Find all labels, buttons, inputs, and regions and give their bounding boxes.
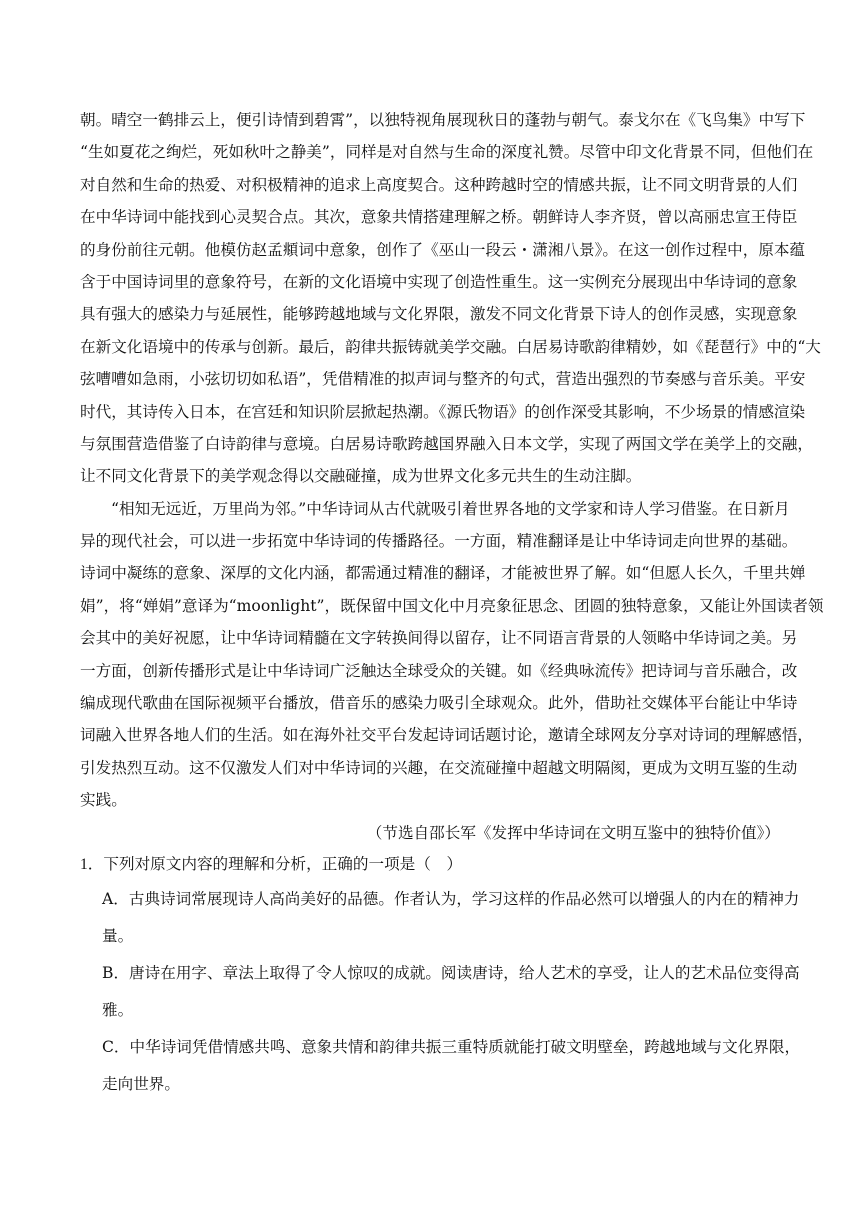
text-line: 诗词中凝练的意象、深厚的文化内涵，都需通过精准的翻译，才能被世界了解。如“但愿人长久，千里共婵 xyxy=(80,564,806,583)
text-line: 娟”，将“婵娟”意译为“moonlight”，既保留中国文化中月亮象征思念、团圆的独特意象，又能让外国读者领 xyxy=(80,596,824,615)
text-line: 的身份前往元朝。他模仿赵孟頫词中意象，创作了《巫山一段云・潇湘八景》。在这一创作过程中，原本蕴 xyxy=(80,240,806,259)
option-line: 走向世界。 xyxy=(102,1075,180,1094)
option-b xyxy=(80,955,800,1029)
text-line: 朝。晴空一鹤排云上，便引诗情到碧霄”，以独特视角展现秋日的蓬勃与朝气。泰戈尔在《飞鸟集》中写下 xyxy=(80,111,806,129)
text-line: “生如夏花之绚烂，死如秋叶之静美”，同样是对自然与生命的深度礼赞。尽管中印文化背景不同，但他们在 xyxy=(80,143,814,162)
option-a xyxy=(80,881,800,955)
question-stem: 1．下列对原文内容的理解和分析，正确的一项是（ ） xyxy=(80,855,463,873)
option-c xyxy=(80,1029,801,1103)
text-line: 编成现代歌曲在国际视频平台播放，借音乐的感染力吸引全球观众。此外，借助社交媒体平台能让中华诗 xyxy=(80,694,798,713)
text-line: 与氛围营造借鉴了白诗韵律与意境。白居易诗歌跨越国界融入日本文学，实现了两国文学在美学上的交融， xyxy=(80,434,813,453)
question-1 xyxy=(80,849,801,1103)
article-paragraph-1 xyxy=(80,104,821,493)
option-line: A．古典诗词常展现诗人高尚美好的品德。作者认为，学习这样的作品必然可以增强人的内在的精神力 xyxy=(102,890,800,909)
text-line: 具有强大的感染力与延展性，能够跨越地域与文化界限，激发不同文化背景下诗人的创作灵感，实现意象 xyxy=(80,305,798,324)
text-line: 在中华诗词中能找到心灵契合点。其次，意象共情搭建理解之桥。朝鲜诗人李齐贤，曾以高丽忠宣王侍臣 xyxy=(80,208,798,227)
text-line: 在新文化语境中的传承与创新。最后，韵律共振铸就美学交融。白居易诗歌韵律精妙，如《琵琶行》中的“大 xyxy=(80,337,821,356)
text-line: 一方面，创新传播形式是让中华诗词广泛触达全球受众的关键。如《经典咏流传》把诗词与音乐融合，改 xyxy=(80,661,798,680)
text-line: “相知无远近，万里尚为邻。”中华诗词从古代就吸引着世界各地的文学家和诗人学习借鉴。在日新月 xyxy=(111,499,790,518)
source-citation: （节选自邵长军《发挥中华诗词在文明互鉴中的独特价值》） xyxy=(366,823,780,842)
document-page xyxy=(80,104,824,1103)
text-line: 实践。 xyxy=(80,791,127,810)
option-line: B．唐诗在用字、章法上取得了令人惊叹的成就。阅读唐诗，给人艺术的享受，让人的艺术品位变得高 xyxy=(102,964,800,983)
text-line: 含于中国诗词里的意象符号，在新的文化语境中实现了创造性重生。这一实例充分展现出中华诗词的意象 xyxy=(80,272,798,291)
text-line: 引发热烈互动。这不仅激发人们对中华诗词的兴趣，在交流碰撞中超越文明隔阂，更成为文明互鉴的生动 xyxy=(80,758,798,777)
option-line: 雅。 xyxy=(102,1001,134,1020)
text-line: 时代，其诗传入日本，在宫廷和知识阶层掀起热潮。《源氏物语》的创作深受其影响，不少场景的情感渲染 xyxy=(80,402,806,421)
text-line: 对自然和生命的热爱、对积极精神的追求上高度契合。这种跨越时空的情感共振，让不同文明背景的人们 xyxy=(80,175,798,194)
text-line: 异的现代社会，可以进一步拓宽中华诗词的传播路径。一方面，精准翻译是让中华诗词走向世界的基础。 xyxy=(80,532,798,551)
text-line: 弦嘈嘈如急雨，小弦切切如私语”，凭借精准的拟声词与整齐的句式，营造出强烈的节奏感与音乐美。平安 xyxy=(80,370,806,389)
text-line: 让不同文化背景下的美学观念得以交融碰撞，成为世界文化多元共生的生动注脚。 xyxy=(80,467,642,486)
article-paragraph-2 xyxy=(80,493,824,817)
text-line: 会其中的美好祝愿，让中华诗词精髓在文字转换间得以留存，让不同语言背景的人领略中华诗词之美。另 xyxy=(80,629,798,648)
option-line: 量。 xyxy=(102,927,134,946)
text-line: 词融入世界各地人们的生活。如在海外社交平台发起诗词话题讨论，邀请全球网友分享对诗词的理解感悟， xyxy=(80,726,813,745)
option-line: C．中华诗词凭借情感共鸣、意象共情和韵律共振三重特质就能打破文明壁垒，跨越地域与文化界限， xyxy=(102,1038,801,1057)
